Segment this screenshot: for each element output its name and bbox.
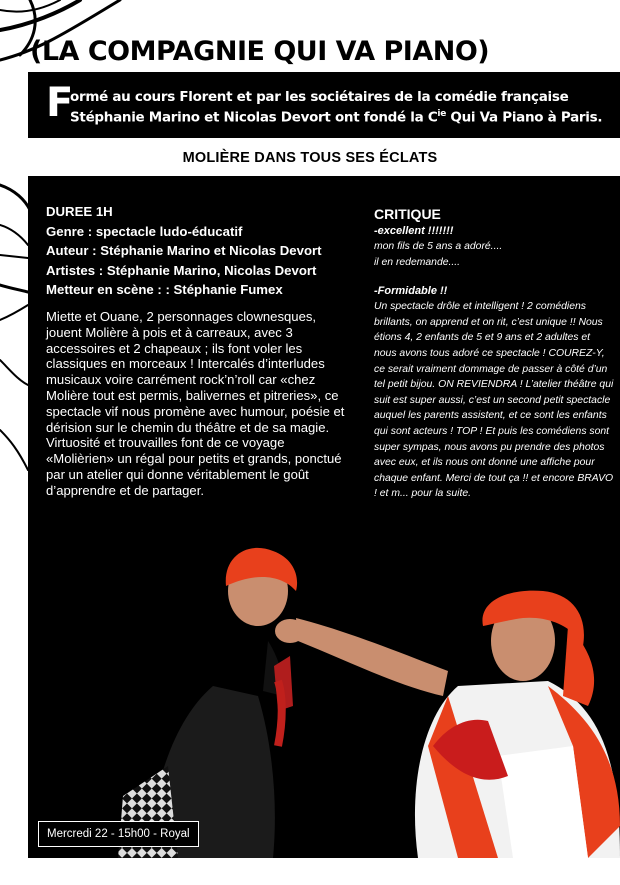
show-panel [28,176,620,858]
show-director: Metteur en scène : : Stéphanie Fumex [46,282,283,297]
intro-dropcap: F [46,80,74,126]
review-2-heading: -Formidable !! [374,285,448,298]
show-artists: Artistes : Stéphanie Marino, Nicolas Devort [46,262,317,278]
intro-band [28,72,620,138]
company-title: (LA COMPAGNIE QUI VA PIANO) [30,36,490,67]
review-1-heading: -excellent !!!!!!! [374,225,454,237]
intro-line-2-end: Qui Va Piano à Paris. [446,109,603,126]
show-duration: DUREE 1H [46,204,113,219]
review-1-line-1: mon fils de 5 ans a adoré.... [374,241,503,252]
show-description: Miette et Ouane, 2 personnages clownesques, jouent Molière à pois et à carreaux, avec 3 accessoires et 2 chapeaux ; ils font voler les classiques en morceaux ! Intercalés d’interludes musicaux voire carrément rock’n’roll car «chez Molière tout est permis, balivernes et pitreries», ce spectacle vif nous promène avec humour, poésie et dérision sur le chemin du théâtre et de sa magie. Virtuosité et trouvailles font de ce voyage «Molièrien» un régal pour petits et grands, ponctué par un atelier qui donne véritablement le goût d’apprendre et de partager. [46,309,345,498]
review-1-line-2: il en redemande.... [374,256,461,268]
show-info [46,202,322,300]
review-2-body: Un spectacle drôle et intelligent ! 2 comédiens brillants, on apprend et on rit, c’est unique !! Nous étions 4, 2 enfants de 5 et 9 ans et 2 adultes et nous avons tous adoré ce spectacle ! COUREZ-Y, ce serait vraiment dommage de passer à côté d’un tel petit bijou. ON REVIENDRA ! L’atelier théâtre qui suit est super aussi, c’est un second petit spectacle auquel les parents assistent, et ce sont les enfants qui sont acteurs ! TOP ! Et puis les comédiens sont super sympas, nous avons pu prendre des photos avec eux, et ils nous ont donné une affiche pour chaque enfant. Merci de tout ça !! et encore BRAVO ! et m... pour la suite. [374,301,614,500]
intro-line-2-text: Stéphanie Marino et Nicolas Devort ont fondé la C [70,109,438,126]
show-genre: Genre : spectacle ludo-éducatif [46,223,243,239]
schedule-label: Mercredi 22 - 15h00 - Royal [38,821,199,847]
intro-line-1: ormé au cours Florent et par les sociétaires de la comédie française [70,89,569,105]
show-author: Auteur : Stéphanie Marino et Nicolas Devort [46,243,322,258]
intro-line-2-superscript: ie [437,109,447,119]
critique-title: CRITIQUE [374,206,441,222]
critique-section [374,206,614,502]
intro-line-2 [70,109,602,126]
performers-photo [28,546,620,858]
show-title: MOLIÈRE DANS TOUS SES ÉCLATS [182,150,438,166]
